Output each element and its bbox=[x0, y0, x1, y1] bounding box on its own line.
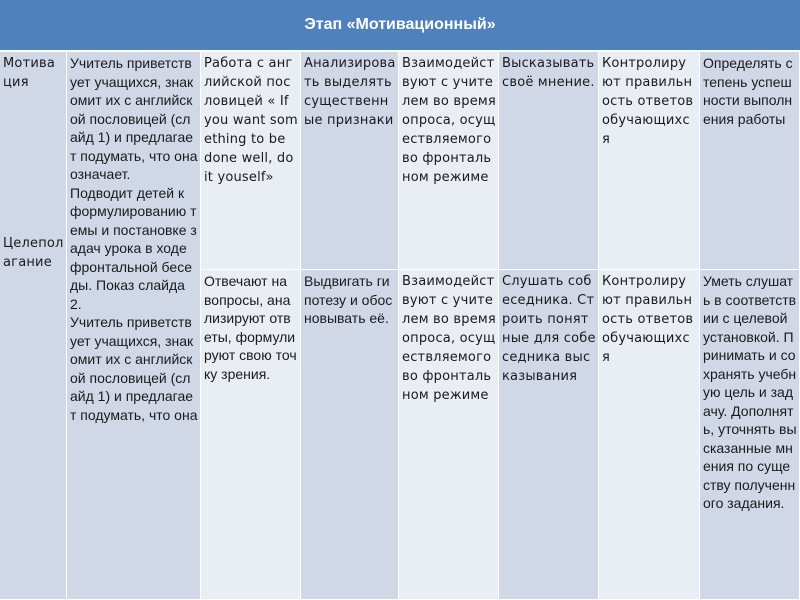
cell-cognitive-bottom bbox=[301, 270, 399, 600]
control-bottom-text: Контролируют правильность ответов обучающихся bbox=[602, 274, 694, 365]
control-top-text: Контролируют правильность ответов обучающихся bbox=[602, 56, 694, 147]
cell-task-top bbox=[201, 52, 301, 270]
cell-control-top bbox=[599, 52, 700, 270]
cell-task-bottom bbox=[201, 270, 301, 600]
task-proverb-text: Работа с английской пословицей « If you want something to be done well, do it youself» bbox=[204, 56, 298, 185]
table-header bbox=[0, 0, 800, 52]
cell-interaction-bottom bbox=[399, 270, 499, 600]
stage-title: Этап «Мотивационный» bbox=[304, 16, 496, 33]
cell-interaction-top bbox=[399, 52, 499, 270]
interaction-bottom-text: Взаимодействуют с учителем во время опроса, осуществляемого во фронтальном режиме bbox=[402, 274, 496, 403]
communicative-bottom-text: Слушать собеседника. Строить понятные для собеседника высказывания bbox=[502, 274, 596, 384]
cell-communicative-bottom bbox=[499, 270, 599, 600]
interaction-top-text: Взаимодействуют с учителем во время опроса, осуществляемого во фронтальном режиме bbox=[402, 56, 496, 185]
student-answers-text: Отвечают на вопросы, анализируют ответы, формулируют свою точку зрения. bbox=[204, 273, 297, 382]
cell-regulatory-bottom bbox=[700, 270, 800, 600]
stage-motivation-label: Мотивация bbox=[3, 56, 56, 90]
cell-stage-goal-setting bbox=[0, 232, 67, 600]
cognitive-bottom-text: Выдвигать гипотезу и обосновывать её. bbox=[304, 273, 393, 326]
cell-teacher-activity bbox=[67, 52, 201, 600]
cognitive-top-text: Анализировать выделять существенные признаки bbox=[304, 56, 396, 128]
cell-communicative-top bbox=[499, 52, 599, 270]
regulatory-top-text: Определять степень успешности выполнения работы bbox=[703, 55, 793, 127]
cell-cognitive-top bbox=[301, 52, 399, 270]
regulatory-bottom-text: Уметь слушать в соответствии с целевой установкой. Принимать и сохранять учебную цель и задачу. Дополнять, уточнять высказанные мнения по существу полученного задания. bbox=[703, 273, 797, 511]
communicative-top-text: Высказывать своё мнение. bbox=[502, 56, 595, 90]
cell-control-bottom bbox=[599, 270, 700, 600]
teacher-activity-text: Учитель приветствует учащихся, знакомит их с английской пословицей (слайд 1) и предлагает подумать, что она означает. Подводит детей к формулированию темы и постановке задач урока в ходе фронтальной беседы. Показ слайда 2. Учитель приветствует учащихся, знакомит их с английской пословицей (слайд 1) и предлагает подумать, что она bbox=[70, 55, 198, 423]
cell-regulatory-top bbox=[700, 52, 800, 270]
stage-goal-setting-label: Целеполагание bbox=[3, 236, 64, 270]
